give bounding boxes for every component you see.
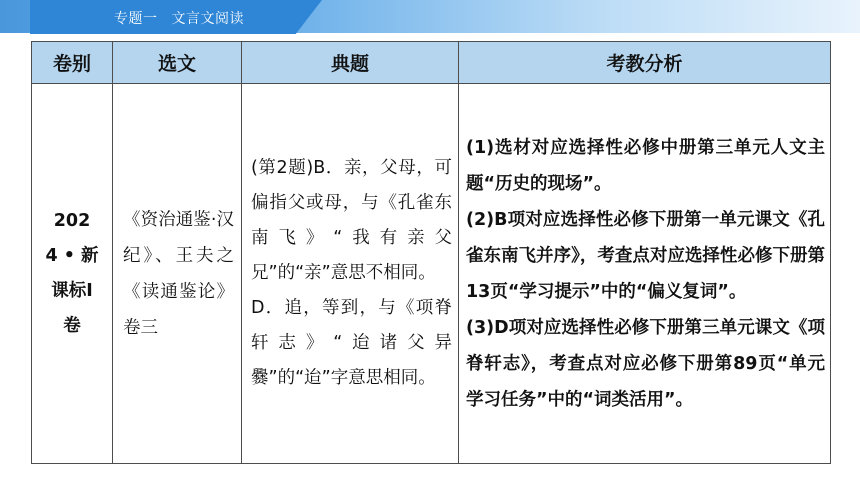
column-header-question: 典题 (242, 42, 459, 84)
question-cell (242, 84, 459, 464)
volume-line: 课标Ⅰ (51, 280, 93, 301)
volume-cell (32, 84, 113, 464)
column-header-volume: 卷别 (32, 42, 113, 84)
volume-line: 4 • 新 (45, 245, 99, 266)
column-header-analysis: 考教分析 (459, 42, 831, 84)
volume-line: 卷 (63, 315, 81, 336)
table-row (32, 84, 831, 464)
column-header-selection: 选文 (113, 42, 242, 84)
question-text-b: (第2题)B．亲，父母，可偏指父或母，与《孔雀东南飞》“我有亲父兄”的“亲”意思不相同。 (251, 158, 452, 283)
analysis-point-1: (1)选材对应选择性必修中册第三单元人文主题“历史的现场”。 (466, 137, 825, 194)
volume-line: 202 (53, 210, 91, 231)
selection-text: 《资治通鉴·汉纪》、王夫之《读通鉴论》卷三 (123, 209, 234, 338)
section-title (114, 8, 244, 28)
analysis-cell (459, 84, 831, 464)
selection-cell (113, 84, 242, 464)
table-header-row (32, 42, 831, 84)
question-text-d: D．追，等到，与《项脊轩志》“迨诸父异爨”的“迨”字意思相同。 (251, 298, 452, 388)
analysis-table (31, 41, 831, 464)
analysis-point-3: (3)D项对应选择性必修下册第三单元课文《项脊轩志》，考查点对应必修下册第89页“单元学习任务”中的“词类活用”。 (466, 317, 825, 410)
subtopic-label: 文言文阅读 (171, 11, 244, 27)
analysis-point-2: (2)B项对应选择性必修下册第一单元课文《孔雀东南飞并序》，考查点对应选择性必修下册第13页“学习提示”中的“偏义复词”。 (466, 209, 825, 302)
topic-label: 专题一 (114, 11, 158, 27)
